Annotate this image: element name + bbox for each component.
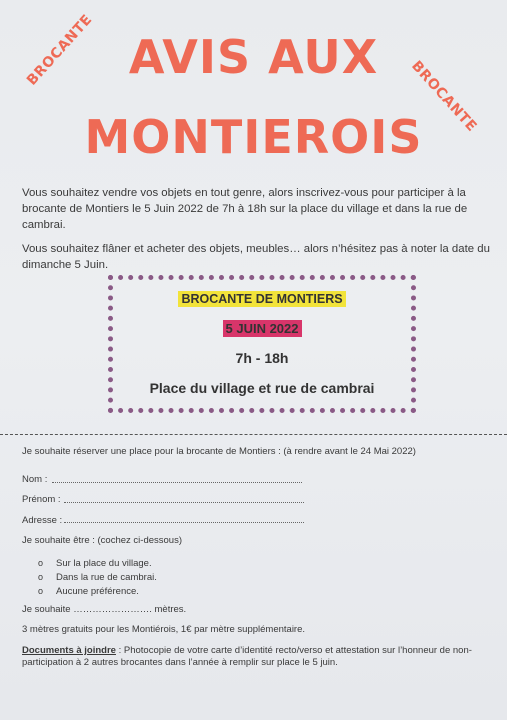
option-label: Sur la place du village. bbox=[56, 558, 152, 569]
metres-prefix: Je souhaite bbox=[22, 604, 71, 615]
option-place-du-village[interactable] bbox=[38, 558, 152, 569]
pricing-note: 3 mètres gratuits pour les Montiérois, 1€ par mètre supplémentaire. bbox=[22, 624, 306, 635]
option-checkbox-icon[interactable]: o bbox=[38, 586, 44, 596]
title-line-1: AVIS AUX bbox=[128, 30, 379, 84]
documents-text: : Photocopie de votre carte d’identité recto/verso et attestation sur l’honneur de non-participation à 2 autres brocantes dans l’année à remplir sur place le 5 juin. bbox=[22, 645, 472, 668]
option-checkbox-icon[interactable]: o bbox=[38, 572, 44, 582]
intro-paragraph-buyers: Vous souhaitez flâner et acheter des objets, meubles… alors n’hésitez pas à noter la date du dimanche 5 Juin. bbox=[22, 243, 490, 271]
form-intro: Je souhaite réserver une place pour la brocante de Montiers : (à rendre avant le 24 Mai 2022) bbox=[22, 446, 416, 457]
event-hours: 7h - 18h bbox=[235, 350, 289, 366]
event-info-box bbox=[108, 275, 416, 413]
documents-note bbox=[22, 645, 492, 669]
nom-label: Nom : bbox=[22, 474, 48, 485]
metres-field[interactable]: ……………………. bbox=[73, 604, 152, 615]
documents-label: Documents à joindre bbox=[22, 645, 116, 656]
adresse-field[interactable] bbox=[64, 522, 304, 523]
event-place: Place du village et rue de cambrai bbox=[149, 380, 375, 396]
option-rue-de-cambrai[interactable] bbox=[38, 572, 157, 583]
preference-label: Je souhaite être : (cochez ci-dessous) bbox=[22, 535, 182, 546]
metres-line bbox=[22, 604, 186, 616]
option-checkbox-icon[interactable]: o bbox=[38, 558, 44, 568]
metres-suffix: mètres. bbox=[154, 604, 187, 615]
brocante-stamp-right: BROCANTE bbox=[408, 58, 480, 136]
intro-paragraph-sellers: Vous souhaitez vendre vos objets en tout genre, alors inscrivez-vous pour participer à la brocante de Montiers le 5 Juin 2022 de 7h à 18h sur la place du village et dans la rue de cambrai. bbox=[22, 187, 468, 231]
prenom-field[interactable] bbox=[64, 502, 304, 503]
event-date: 5 JUIN 2022 bbox=[223, 320, 302, 337]
event-name: BROCANTE DE MONTIERS bbox=[178, 291, 345, 307]
title-line-2: MONTIEROIS bbox=[84, 110, 423, 164]
adresse-label: Adresse : bbox=[22, 515, 63, 526]
cut-line-divider bbox=[0, 434, 507, 435]
option-aucune-preference[interactable] bbox=[38, 586, 139, 597]
option-label: Aucune préférence. bbox=[56, 586, 139, 597]
prenom-label: Prénom : bbox=[22, 494, 61, 505]
nom-field[interactable] bbox=[52, 482, 302, 483]
option-label: Dans la rue de cambrai. bbox=[56, 572, 157, 583]
brocante-stamp-left: BROCANTE bbox=[24, 11, 96, 89]
